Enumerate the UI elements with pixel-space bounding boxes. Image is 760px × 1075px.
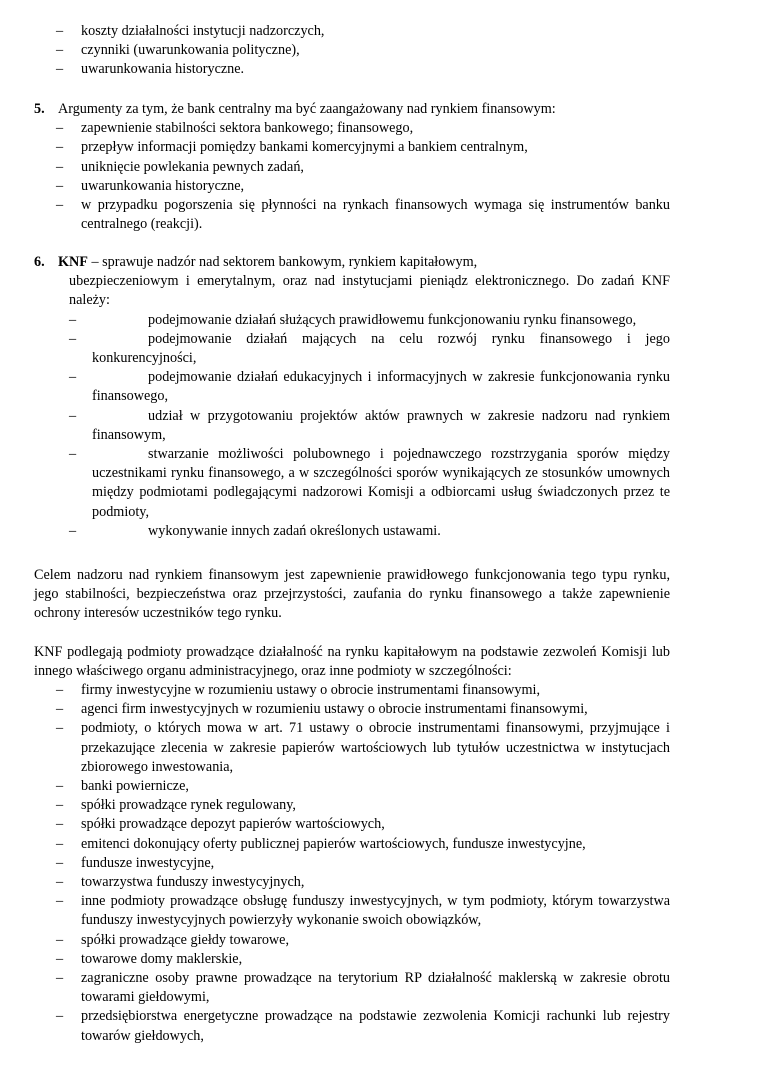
list-item: – koszty działalności instytucji nadzorczych, — [34, 22, 670, 41]
intro-list — [34, 22, 670, 80]
dash-marker: – — [56, 197, 64, 214]
section-5-heading — [34, 100, 670, 119]
section-6-list — [34, 311, 670, 541]
dash-marker: – — [56, 158, 64, 175]
dash-marker: – — [56, 950, 64, 967]
section-number: 6. — [34, 254, 45, 270]
dash-marker: – — [56, 797, 64, 814]
section-6 — [34, 253, 670, 541]
section-5-list — [34, 119, 670, 234]
dash-marker: – — [56, 139, 64, 156]
list-item: – stwarzanie możliwości polubownego i pojednawczego rozstrzygania sporów między uczestnikami rynku finansowego, a w szczególności sporów wynikających ze stosunków umownych między podmiotami podlegającymi nadzorowi Komisji a odbiorcami usług świadczonych przez te podmioty, — [69, 446, 670, 520]
list-item: – podmioty, o których mowa w art. 71 ustawy o obrocie instrumentami finansowymi, przyjmujące i przekazujące zlecenia w zakresie papierów wartościowych lub tytułów uczestnictwa w instytucjach zbiorowego inwestowania, — [56, 720, 670, 775]
list-item: – podejmowanie działań mających na celu rozwój rynku finansowego i jego konkurencyjności, — [69, 330, 670, 367]
section-number: 5. — [34, 101, 45, 117]
list-item: – spółki prowadzące giełdy towarowe, — [34, 931, 670, 950]
dash-marker: – — [56, 874, 64, 891]
dash-marker: – — [56, 177, 64, 194]
subjects-list — [34, 681, 670, 1046]
dash-marker: – — [56, 1008, 64, 1025]
list-item: – banki powiernicze, — [34, 777, 670, 796]
dash-marker: – — [69, 522, 77, 539]
list-item: – uwarunkowania historyczne, — [34, 177, 670, 196]
dash-marker: – — [56, 701, 64, 718]
list-item: – podejmowanie działań służących prawidłowemu funkcjonowaniu rynku finansowego, — [34, 311, 670, 330]
dash-marker: – — [69, 446, 77, 463]
dash-marker: – — [69, 311, 77, 328]
list-item: – agenci firm inwestycyjnych w rozumieniu ustawy o obrocie instrumentami finansowymi, — [34, 700, 670, 719]
dash-marker: – — [56, 61, 64, 78]
dash-marker: – — [56, 778, 64, 795]
list-item: – uniknięcie powlekania pewnych zadań, — [34, 158, 670, 177]
section-5 — [34, 100, 670, 234]
list-item: – przedsiębiorstwa energetyczne prowadzące na podstawie zezwolenia Komicji rachunki lub rejestry towarów giełdowych, — [56, 1008, 670, 1044]
dash-marker: – — [69, 369, 77, 386]
subjects-paragraph: KNF podlegają podmioty prowadzące działalność na rynku kapitałowym na podstawie zezwoleń Komisji lub innego właściwego organu administracyjnego, oraz inne podmioty w szczególności: — [34, 644, 670, 680]
list-item: – uwarunkowania historyczne. — [34, 60, 670, 79]
list-item: – w przypadku pogorszenia się płynności na rynkach finansowych wymaga się instrumentów banku centralnego (reakcji). — [56, 197, 670, 233]
list-item: – podejmowanie działań edukacyjnych i informacyjnych w zakresie funkcjonowania rynku finansowego, — [69, 369, 670, 405]
dash-marker: – — [56, 816, 64, 833]
subjects-list-block — [34, 681, 670, 1046]
list-item: – zagraniczne osoby prawne prowadzące na terytorium RP działalność maklerską w zakresie obrotu towarami giełdowymi, — [56, 970, 670, 1006]
list-item: – fundusze inwestycyjne, — [34, 854, 670, 873]
list-item: – spółki prowadzące depozyt papierów wartościowych, — [34, 815, 670, 834]
section-heading-text: – sprawuje nadzór nad sektorem bankowym, rynkiem kapitałowym, — [87, 254, 478, 270]
list-item: – przepływ informacji pomiędzy bankami komercyjnymi a bankiem centralnym, — [34, 138, 670, 157]
dash-marker: – — [56, 42, 64, 59]
list-item: – firmy inwestycyjne w rozumieniu ustawy o obrocie instrumentami finansowymi, — [34, 681, 670, 700]
list-item: – inne podmioty prowadzące obsługę funduszy inwestycyjnych, w tym podmioty, którym towarzystwa funduszy inwestycyjnych powierzyły wykonanie swoich obowiązków, — [56, 893, 670, 929]
dash-marker: – — [69, 407, 77, 424]
dash-marker: – — [56, 23, 64, 39]
knf-term: KNF — [58, 254, 88, 270]
intro-list-block — [34, 22, 670, 80]
section-heading-text: Argumenty za tym, że bank centralny ma być zaangażowany nad rynkiem finansowym: — [58, 101, 556, 117]
dash-marker: – — [56, 854, 64, 871]
dash-marker: – — [56, 970, 64, 987]
dash-marker: – — [56, 120, 64, 137]
section-6-body: ubezpieczeniowym i emerytalnym, oraz nad instytucjami pieniądz elektronicznego. Do zadań KNF należy: — [69, 273, 670, 309]
dash-marker: – — [56, 835, 64, 852]
list-item: – wykonywanie innych zadań określonych ustawami. — [34, 522, 670, 541]
list-item: – towarzystwa funduszy inwestycyjnych, — [34, 873, 670, 892]
list-item: – zapewnienie stabilności sektora bankowego; finansowego, — [34, 119, 670, 138]
dash-marker: – — [69, 330, 77, 347]
list-item: – towarowe domy maklerskie, — [34, 950, 670, 969]
section-6-heading — [34, 253, 670, 272]
list-item: – czynniki (uwarunkowania polityczne), — [34, 41, 670, 60]
list-item: – emitenci dokonujący oferty publicznej papierów wartościowych, fundusze inwestycyjne, — [34, 835, 670, 854]
list-item: – udział w przygotowaniu projektów aktów prawnych w zakresie nadzoru nad rynkiem finansowym, — [69, 407, 670, 443]
dash-marker: – — [56, 720, 64, 737]
dash-marker: – — [56, 682, 64, 698]
dash-marker: – — [56, 893, 64, 910]
dash-marker: – — [56, 931, 64, 948]
goal-paragraph: Celem nadzoru nad rynkiem finansowym jest zapewnienie prawidłowego funkcjonowania tego typu rynku, jego stabilności, bezpieczeństwa oraz przejrzystości, zaufania do rynku finansowego a także zapewnienie ochrony interesów uczestników tego rynku. — [34, 567, 670, 622]
list-item: – spółki prowadzące rynek regulowany, — [34, 796, 670, 815]
